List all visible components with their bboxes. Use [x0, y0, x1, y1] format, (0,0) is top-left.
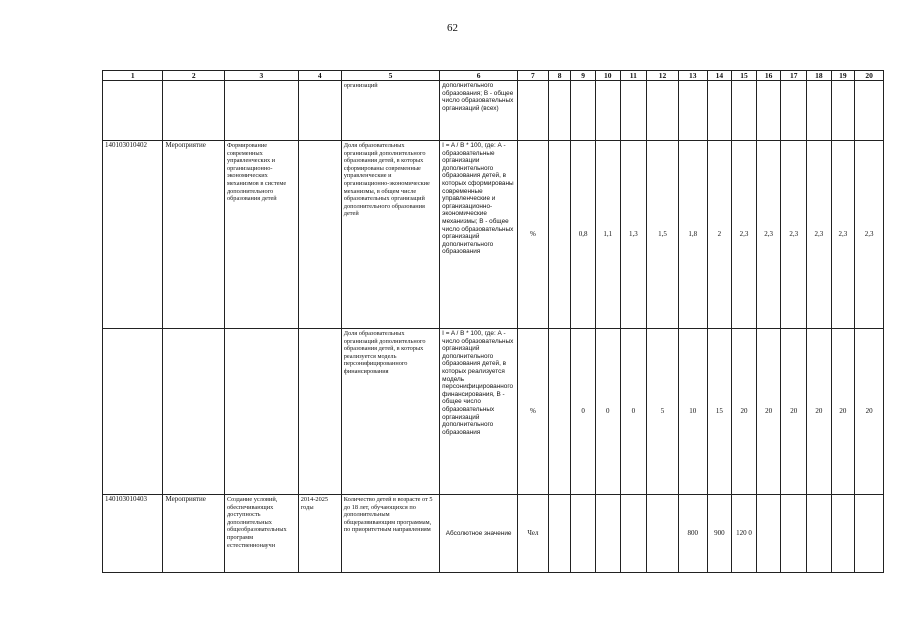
row-indicator: Доля образовательных организаций дополнительного образования детей, в которых сформированы современные управленческие и организационно-экономические механизмы, в общем числе образовательных организаций дополнительного образования детей — [341, 141, 439, 329]
row-value: 0,8 — [571, 141, 596, 329]
row-formula: I = A / B * 100, где: А - образовательные организации дополнительного образования детей, в которых сформированы современные управленческие и организационно-экономические механизмы; В - общее число образовательных организаций дополнительного образования — [440, 141, 518, 329]
row-value — [707, 81, 732, 141]
row-value: 1,1 — [595, 141, 620, 329]
row-value: 20 — [756, 329, 781, 495]
row-value: 2,3 — [831, 141, 855, 329]
row-value — [620, 495, 647, 573]
row-value — [756, 81, 781, 141]
row-value — [807, 81, 832, 141]
table-row — [103, 329, 884, 495]
row-value — [831, 81, 855, 141]
column-header: 1 — [103, 71, 163, 81]
row-value: 2,3 — [855, 141, 884, 329]
column-header: 8 — [548, 71, 571, 81]
row-type: Мероприятие — [163, 141, 224, 329]
row-value: 900 — [707, 495, 732, 573]
row-value: 2,3 — [732, 141, 757, 329]
column-header: 17 — [781, 71, 807, 81]
row-formula: Абсолютное значение — [440, 495, 518, 573]
row-value: 0 — [620, 329, 647, 495]
row-formula: дополнительного образования; В - общее число образовательных организаций (всех) — [440, 81, 518, 141]
table-row — [103, 495, 884, 573]
row-value: 20 — [855, 329, 884, 495]
row-value — [647, 81, 679, 141]
row-value: 1,5 — [647, 141, 679, 329]
row-unit: % — [518, 141, 549, 329]
row-formula: I = A / B * 100, где: А - число образовательных организаций дополнительного образования детей, в которых реализуется модель персонифицированного финансирования, В - общее число образовательных организаций дополнительного образования — [440, 329, 518, 495]
row-period — [298, 141, 341, 329]
row-value — [831, 495, 855, 573]
row-code: 140103010403 — [103, 495, 163, 573]
row-name: Создание условий, обеспечивающих доступность дополнительных общеобразовательных программ естественнонаучн — [224, 495, 298, 573]
column-header: 7 — [518, 71, 549, 81]
row-code — [103, 81, 163, 141]
column-header: 12 — [647, 71, 679, 81]
row-value: 5 — [647, 329, 679, 495]
row-value: 120 0 — [732, 495, 757, 573]
table-row — [103, 141, 884, 329]
row-value — [807, 495, 832, 573]
column-header: 20 — [855, 71, 884, 81]
row-name — [224, 329, 298, 495]
column-header: 14 — [707, 71, 732, 81]
row-value — [678, 81, 707, 141]
row-value: 1,8 — [678, 141, 707, 329]
indicators-table — [102, 70, 884, 573]
row-value — [732, 81, 757, 141]
row-period: 2014-2025 годы — [298, 495, 341, 573]
column-header: 4 — [298, 71, 341, 81]
row-unit: % — [518, 329, 549, 495]
page-number: 62 — [447, 22, 458, 34]
row-value — [781, 81, 807, 141]
row-period — [298, 329, 341, 495]
row-unit — [518, 81, 549, 141]
row-code — [103, 329, 163, 495]
row-value — [548, 141, 571, 329]
row-value: 20 — [807, 329, 832, 495]
row-name: Формирование современных управленческих и организационно-экономических механизмов в системе дополнительного образования детей — [224, 141, 298, 329]
row-value: 15 — [707, 329, 732, 495]
column-header: 15 — [732, 71, 757, 81]
row-indicator: Количество детей в возрасте от 5 до 18 лет, обучающихся по дополнительным общеразвивающим программам, по приоритетным направлениям — [341, 495, 439, 573]
column-header: 18 — [807, 71, 832, 81]
column-header: 10 — [595, 71, 620, 81]
row-period — [298, 81, 341, 141]
row-value — [595, 81, 620, 141]
row-value — [548, 81, 571, 141]
row-type — [163, 81, 224, 141]
column-header: 19 — [831, 71, 855, 81]
row-value: 2,3 — [807, 141, 832, 329]
column-header: 11 — [620, 71, 647, 81]
row-value — [595, 495, 620, 573]
column-number-row — [103, 71, 884, 81]
column-header: 2 — [163, 71, 224, 81]
column-header: 5 — [341, 71, 439, 81]
row-code: 140103010402 — [103, 141, 163, 329]
row-value — [647, 495, 679, 573]
row-value — [756, 495, 781, 573]
row-value — [571, 81, 596, 141]
row-name — [224, 81, 298, 141]
row-value — [548, 495, 571, 573]
row-value: 10 — [678, 329, 707, 495]
row-type: Мероприятие — [163, 495, 224, 573]
column-header: 3 — [224, 71, 298, 81]
column-header: 9 — [571, 71, 596, 81]
row-value: 20 — [831, 329, 855, 495]
row-value — [781, 495, 807, 573]
row-value: 2,3 — [781, 141, 807, 329]
row-type — [163, 329, 224, 495]
row-value: 2,3 — [756, 141, 781, 329]
row-indicator: организаций — [341, 81, 439, 141]
row-indicator: Доля образовательных организаций дополнительного образования детей, в которых реализуется модель персонифицированного финансирования — [341, 329, 439, 495]
row-value: 0 — [571, 329, 596, 495]
row-value — [855, 495, 884, 573]
column-header: 13 — [678, 71, 707, 81]
table-row — [103, 81, 884, 141]
row-value — [855, 81, 884, 141]
row-value: 1,3 — [620, 141, 647, 329]
row-value — [548, 329, 571, 495]
column-header: 6 — [440, 71, 518, 81]
row-value: 800 — [678, 495, 707, 573]
row-value — [571, 495, 596, 573]
row-value — [620, 81, 647, 141]
row-value: 2 — [707, 141, 732, 329]
column-header: 16 — [756, 71, 781, 81]
row-value: 20 — [732, 329, 757, 495]
row-value: 0 — [595, 329, 620, 495]
row-value: 20 — [781, 329, 807, 495]
row-unit: Чел — [518, 495, 549, 573]
